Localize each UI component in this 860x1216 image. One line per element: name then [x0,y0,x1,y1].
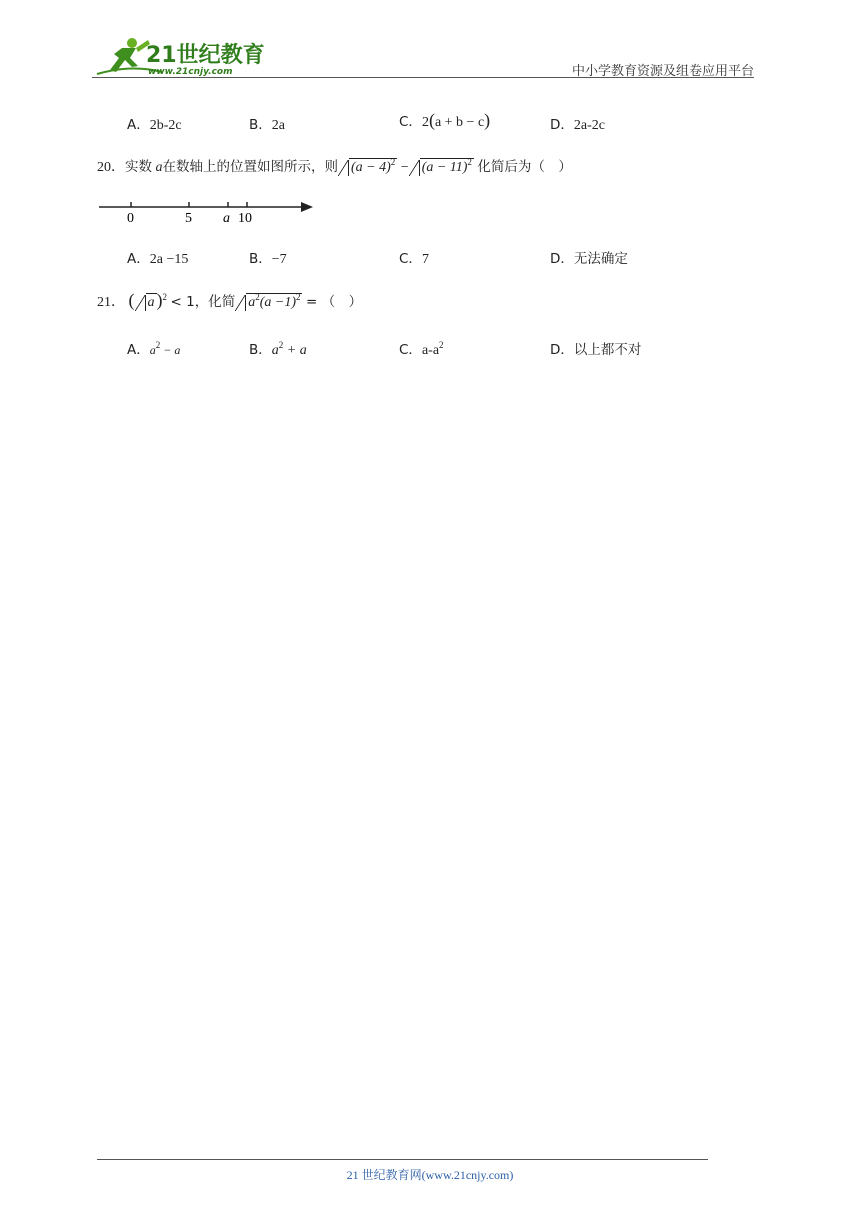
q19-option-b: B．2a [249,117,285,133]
q20-stem: 20．实数 a在数轴上的位置如图所示，则 $(a - 4)^2 - (a - 11)^2$ 化简后为（ ） [97,157,572,175]
q21-option-a: A．$a^2 - a$ [127,340,181,358]
q20-option-b: B．−7 [249,251,287,267]
q20-option-d: D．无法确定 [550,251,628,267]
number-line-arrow [301,202,313,212]
q21-option-c: C．$a-a^2$ [399,340,444,358]
header-divider [92,77,754,78]
tick-label-0: 0 [127,211,134,226]
q19-option-c: C．2(a + b − c) [399,110,491,130]
footer-site-link[interactable]: 21 世纪教育网(www.21cnjy.com) [346,1168,514,1182]
q21-option-b: B．$a^2 + a$ [249,340,307,358]
q20-option-c: C．7 [399,251,429,267]
q19-option-a: A．2b-2c [127,117,182,133]
q20-option-a: A．2a −15 [127,251,189,267]
header-platform-text: 中小学教育资源及组卷应用平台 [571,64,754,79]
q21-option-d: D．以上都不对 [550,342,642,358]
number-line [97,195,319,227]
svg-text:21世纪教育: 21世纪教育 [146,43,265,68]
q19-option-d: D．2a-2c [550,117,605,133]
q21-stem: 21． ( a )$^2$ < 1，化简 $a^2(a -1)^2$ = （ ） [97,290,363,310]
svg-text:www.21cnjy.com: www.21cnjy.com [148,67,233,77]
footer-divider [97,1159,708,1160]
site-logo [92,34,267,78]
tick-label-5: 5 [185,211,192,226]
tick-label-a: a [223,211,230,226]
tick-label-10: 10 [238,211,252,226]
